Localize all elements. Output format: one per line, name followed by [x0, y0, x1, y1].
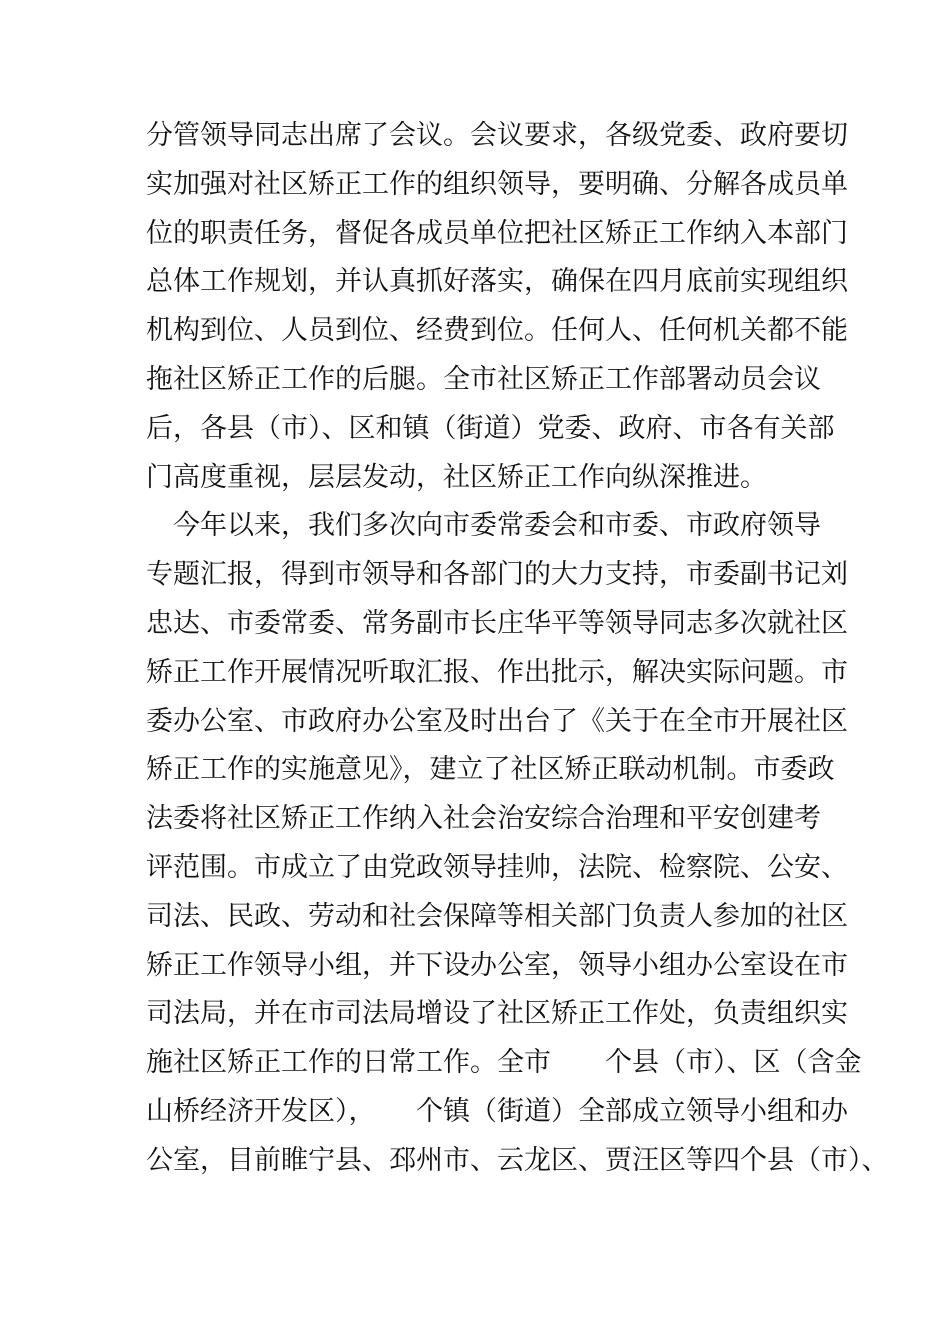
text-line: 法委将社区矫正工作纳入社会治安综合治理和平安创建考 — [146, 803, 821, 835]
text-line: 忠达、市委常委、常务副市长庄华平等领导同志多次就社区 — [146, 607, 848, 639]
text-line: 评范围。市成立了由党政领导挂帅，法院、检察院、公安、 — [146, 851, 848, 883]
text-line: 矫正工作的实施意见》，建立了社区矫正联动机制。市委政 — [146, 754, 835, 786]
text-line: 公室，目前睢宁县、邳州市、云龙区、贾汪区等四个县（市）、 — [146, 1144, 889, 1176]
text-line: 专题汇报，得到市领导和各部门的大力支持，市委副书记刘 — [146, 559, 848, 591]
paragraph-2 — [146, 502, 889, 1185]
paragraph-1 — [146, 112, 848, 502]
text-line: 山桥经济开发区）， 个镇（街道）全部成立领导小组和办 — [146, 1095, 848, 1127]
text-line: 施社区矫正工作的日常工作。全市 个县（市）、区（含金 — [146, 1047, 862, 1079]
text-line: 位的职责任务，督促各成员单位把社区矫正工作纳入本部门 — [146, 217, 848, 249]
text-line: 拖社区矫正工作的后腿。全市社区矫正工作部署动员会议 — [146, 363, 821, 395]
text-line: 今年以来，我们多次向市委常委会和市委、市政府领导 — [146, 510, 821, 542]
text-line: 分管领导同志出席了会议。会议要求，各级党委、政府要切 — [146, 120, 848, 151]
text-line: 矫正工作开展情况听取汇报、作出批示，解决实际问题。市 — [146, 656, 848, 688]
text-line: 机构到位、人员到位、经费到位。任何人、任何机关都不能 — [146, 315, 848, 347]
text-line: 实加强对社区矫正工作的组织领导，要明确、分解各成员单 — [146, 168, 848, 200]
text-line: 后，各县（市）、区和镇（街道）党委、政府、市各有关部 — [146, 412, 835, 444]
text-line: 总体工作规划，并认真抓好落实，确保在四月底前实现组织 — [146, 266, 848, 298]
text-line: 门高度重视，层层发动，社区矫正工作向纵深推进。 — [146, 461, 767, 493]
document-body-text — [146, 112, 889, 1186]
text-line: 委办公室、市政府办公室及时出台了《关于在全市开展社区 — [146, 705, 848, 737]
text-line: 司法、民政、劳动和社会保障等相关部门负责人参加的社区 — [146, 900, 848, 932]
text-line: 矫正工作领导小组，并下设办公室，领导小组办公室设在市 — [146, 949, 848, 981]
text-line: 司法局，并在市司法局增设了社区矫正工作处，负责组织实 — [146, 998, 848, 1030]
